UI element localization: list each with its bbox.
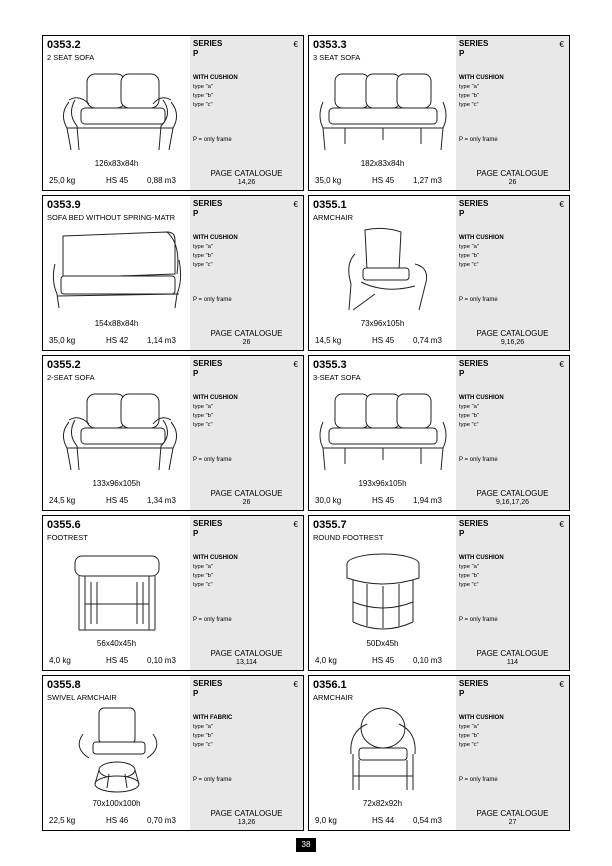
series-heading (193, 359, 222, 379)
series-label: SERIES (193, 519, 223, 528)
product-name: ARMCHAIR (313, 693, 354, 702)
product-dimensions: 73x96x105h (360, 319, 405, 328)
product-code: 0355.6 (47, 519, 81, 531)
series-panel (190, 676, 303, 830)
series-value: P (459, 209, 465, 218)
type-b: type "b" (459, 253, 479, 259)
type-c: type "c" (459, 262, 479, 268)
product-card (308, 355, 570, 511)
three-seat-sofa-icon (315, 384, 451, 476)
type-b: type "b" (459, 733, 479, 739)
product-code: 0355.7 (313, 519, 347, 531)
type-list (193, 243, 213, 270)
series-heading (459, 679, 488, 699)
type-c: type "c" (459, 582, 479, 588)
series-panel (456, 516, 569, 670)
type-b: type "b" (459, 93, 479, 99)
type-c: type "c" (459, 742, 479, 748)
type-a: type "a" (459, 724, 479, 730)
series-label: SERIES (459, 519, 489, 528)
catalogue-label: PAGE CATALOGUE (210, 489, 283, 498)
product-info (43, 36, 190, 190)
series-panel (456, 196, 569, 350)
type-c: type "c" (459, 422, 479, 428)
product-weight: 35,0 kg (315, 176, 342, 185)
product-hs: HS 45 (106, 656, 129, 665)
catalogue-label: PAGE CATALOGUE (210, 809, 283, 818)
euro-icon: € (293, 680, 298, 689)
product-volume: 0,70 m3 (147, 816, 176, 825)
product-code: 0355.3 (313, 359, 347, 371)
series-label: SERIES (459, 679, 489, 688)
catalogue-pages: 26 (508, 179, 517, 186)
product-card (308, 35, 570, 191)
euro-icon: € (293, 520, 298, 529)
product-weight: 35,0 kg (49, 336, 76, 345)
sofa-bed-icon (49, 224, 185, 316)
frame-note: P = only frame (193, 137, 232, 143)
euro-icon: € (293, 360, 298, 369)
page-number: 38 (296, 838, 316, 852)
product-name: 2-SEAT SOFA (47, 373, 95, 382)
product-hs: HS 42 (106, 336, 129, 345)
series-label: SERIES (193, 199, 223, 208)
type-a: type "a" (193, 84, 213, 90)
upholstery-label: WITH CUSHION (193, 395, 238, 401)
euro-icon: € (293, 40, 298, 49)
product-name: SOFA BED WITHOUT SPRING-MATR (47, 213, 176, 222)
type-list (459, 723, 479, 750)
euro-icon: € (559, 360, 564, 369)
round-footrest-icon (315, 544, 451, 636)
product-card (42, 35, 304, 191)
product-code: 0355.1 (313, 199, 347, 211)
catalogue-pages: 9,16,17,26 (495, 499, 530, 506)
frame-note: P = only frame (459, 777, 498, 783)
series-heading (459, 519, 488, 539)
product-weight: 22,5 kg (49, 816, 76, 825)
type-b: type "b" (193, 413, 213, 419)
euro-icon: € (559, 520, 564, 529)
series-value: P (193, 689, 199, 698)
series-panel (190, 196, 303, 350)
series-heading (193, 679, 222, 699)
type-c: type "c" (193, 742, 213, 748)
series-value: P (193, 49, 199, 58)
euro-icon: € (559, 40, 564, 49)
frame-note: P = only frame (193, 457, 232, 463)
product-volume: 1,34 m3 (147, 496, 176, 505)
product-hs: HS 45 (106, 496, 129, 505)
type-list (193, 83, 213, 110)
series-label: SERIES (459, 39, 489, 48)
product-card (308, 195, 570, 351)
series-value: P (459, 49, 465, 58)
catalogue-label: PAGE CATALOGUE (210, 649, 283, 658)
two-seat-sofa-icon (49, 64, 185, 156)
product-volume: 1,14 m3 (147, 336, 176, 345)
product-volume: 0,10 m3 (147, 656, 176, 665)
frame-note: P = only frame (193, 297, 232, 303)
product-volume: 0,10 m3 (413, 656, 442, 665)
type-b: type "b" (193, 573, 213, 579)
product-info (43, 516, 190, 670)
type-b: type "b" (459, 573, 479, 579)
upholstery-label: WITH CUSHION (459, 715, 504, 721)
type-b: type "b" (459, 413, 479, 419)
product-hs: HS 45 (372, 496, 395, 505)
product-info (309, 356, 456, 510)
product-weight: 9,0 kg (315, 816, 337, 825)
type-list (193, 563, 213, 590)
series-label: SERIES (193, 39, 223, 48)
product-hs: HS 46 (106, 816, 129, 825)
upholstery-label: WITH CUSHION (459, 75, 504, 81)
series-label: SERIES (193, 679, 223, 688)
type-b: type "b" (193, 253, 213, 259)
series-panel (190, 516, 303, 670)
series-value: P (193, 209, 199, 218)
footrest-icon (49, 544, 185, 636)
frame-note: P = only frame (459, 137, 498, 143)
series-heading (459, 39, 488, 59)
catalogue-pages: 26 (242, 499, 251, 506)
series-label: SERIES (459, 199, 489, 208)
upholstery-label: WITH CUSHION (193, 235, 238, 241)
series-value: P (193, 369, 199, 378)
product-dimensions: 72x82x92h (362, 799, 403, 808)
series-label: SERIES (459, 359, 489, 368)
frame-note: P = only frame (459, 617, 498, 623)
product-name: SWIVEL ARMCHAIR (47, 693, 117, 702)
product-info (309, 676, 456, 830)
product-name: 3 SEAT SOFA (313, 53, 361, 62)
product-info (309, 36, 456, 190)
series-panel (190, 36, 303, 190)
series-heading (193, 39, 222, 59)
catalogue-pages: 14,26 (237, 179, 256, 186)
upholstery-label: WITH CUSHION (459, 235, 504, 241)
three-seat-sofa-icon (315, 64, 451, 156)
type-a: type "a" (459, 564, 479, 570)
type-c: type "c" (193, 422, 213, 428)
catalogue-label: PAGE CATALOGUE (476, 329, 549, 338)
type-b: type "b" (193, 733, 213, 739)
product-dimensions: 193x96x105h (358, 479, 407, 488)
product-weight: 30,0 kg (315, 496, 342, 505)
product-name: ARMCHAIR (313, 213, 354, 222)
product-info (43, 196, 190, 350)
type-a: type "a" (459, 84, 479, 90)
type-a: type "a" (459, 404, 479, 410)
product-hs: HS 45 (372, 656, 395, 665)
catalogue-label: PAGE CATALOGUE (476, 649, 549, 658)
product-code: 0353.2 (47, 39, 81, 51)
series-label: SERIES (193, 359, 223, 368)
product-weight: 24,5 kg (49, 496, 76, 505)
catalogue-label: PAGE CATALOGUE (210, 329, 283, 338)
type-a: type "a" (193, 244, 213, 250)
catalogue-pages: 114 (506, 659, 519, 666)
swivel-armchair-icon (49, 704, 185, 796)
product-volume: 1,94 m3 (413, 496, 442, 505)
series-panel (456, 36, 569, 190)
product-volume: 0,54 m3 (413, 816, 442, 825)
upholstery-label: WITH CUSHION (193, 75, 238, 81)
catalogue-label: PAGE CATALOGUE (210, 169, 283, 178)
product-dimensions: 56x40x45h (96, 639, 137, 648)
product-info (309, 196, 456, 350)
product-name: 2 SEAT SOFA (47, 53, 95, 62)
product-volume: 0,74 m3 (413, 336, 442, 345)
product-weight: 14,5 kg (315, 336, 342, 345)
catalogue-label: PAGE CATALOGUE (476, 169, 549, 178)
product-volume: 0,88 m3 (147, 176, 176, 185)
product-card (42, 195, 304, 351)
round-back-armchair-icon (315, 704, 451, 796)
product-dimensions: 126x83x84h (94, 159, 139, 168)
product-name: ROUND FOOTREST (313, 533, 384, 542)
product-hs: HS 45 (372, 176, 395, 185)
two-seat-sofa-icon (49, 384, 185, 476)
euro-icon: € (559, 680, 564, 689)
type-list (459, 83, 479, 110)
product-weight: 25,0 kg (49, 176, 76, 185)
type-list (459, 243, 479, 270)
catalogue-label: PAGE CATALOGUE (476, 809, 549, 818)
product-hs: HS 44 (372, 816, 395, 825)
type-a: type "a" (193, 724, 213, 730)
series-heading (459, 199, 488, 219)
upholstery-label: WITH CUSHION (459, 395, 504, 401)
product-info (43, 356, 190, 510)
catalogue-pages: 27 (508, 819, 517, 826)
product-code: 0355.2 (47, 359, 81, 371)
catalogue-pages: 9,16,26 (500, 339, 525, 346)
product-code: 0353.3 (313, 39, 347, 51)
product-card (308, 515, 570, 671)
product-dimensions: 50Dx45h (366, 639, 399, 648)
product-card (42, 355, 304, 511)
series-panel (456, 356, 569, 510)
series-value: P (459, 689, 465, 698)
type-a: type "a" (193, 564, 213, 570)
type-c: type "c" (459, 102, 479, 108)
upholstery-label: WITH CUSHION (193, 555, 238, 561)
product-weight: 4,0 kg (49, 656, 71, 665)
type-c: type "c" (193, 582, 213, 588)
type-c: type "c" (193, 102, 213, 108)
series-panel (456, 676, 569, 830)
product-hs: HS 45 (372, 336, 395, 345)
product-card (308, 675, 570, 831)
product-dimensions: 182x83x84h (360, 159, 405, 168)
upholstery-label: WITH CUSHION (459, 555, 504, 561)
type-list (459, 563, 479, 590)
product-volume: 1,27 m3 (413, 176, 442, 185)
type-list (193, 403, 213, 430)
armchair-icon (315, 224, 451, 316)
frame-note: P = only frame (193, 617, 232, 623)
product-code: 0355.8 (47, 679, 81, 691)
product-weight: 4,0 kg (315, 656, 337, 665)
product-hs: HS 45 (106, 176, 129, 185)
product-dimensions: 133x96x105h (92, 479, 141, 488)
product-code: 0356.1 (313, 679, 347, 691)
series-panel (190, 356, 303, 510)
type-a: type "a" (193, 404, 213, 410)
type-a: type "a" (459, 244, 479, 250)
type-list (193, 723, 213, 750)
type-c: type "c" (193, 262, 213, 268)
product-info (43, 676, 190, 830)
frame-note: P = only frame (459, 297, 498, 303)
type-b: type "b" (193, 93, 213, 99)
product-card (42, 515, 304, 671)
catalogue-label: PAGE CATALOGUE (476, 489, 549, 498)
product-grid (42, 35, 570, 831)
type-list (459, 403, 479, 430)
frame-note: P = only frame (193, 777, 232, 783)
series-heading (193, 199, 222, 219)
series-heading (193, 519, 222, 539)
series-value: P (193, 529, 199, 538)
product-code: 0353.9 (47, 199, 81, 211)
frame-note: P = only frame (459, 457, 498, 463)
catalogue-pages: 26 (242, 339, 251, 346)
euro-icon: € (559, 200, 564, 209)
catalogue-pages: 13,26 (237, 819, 256, 826)
product-dimensions: 70x100x100h (92, 799, 141, 808)
product-info (309, 516, 456, 670)
series-value: P (459, 529, 465, 538)
product-card (42, 675, 304, 831)
series-value: P (459, 369, 465, 378)
product-name: 3-SEAT SOFA (313, 373, 361, 382)
euro-icon: € (293, 200, 298, 209)
product-dimensions: 154x88x84h (94, 319, 139, 328)
catalogue-pages: 13,114 (236, 659, 257, 666)
upholstery-label: WITH FABRIC (193, 715, 233, 721)
series-heading (459, 359, 488, 379)
product-name: FOOTREST (47, 533, 88, 542)
